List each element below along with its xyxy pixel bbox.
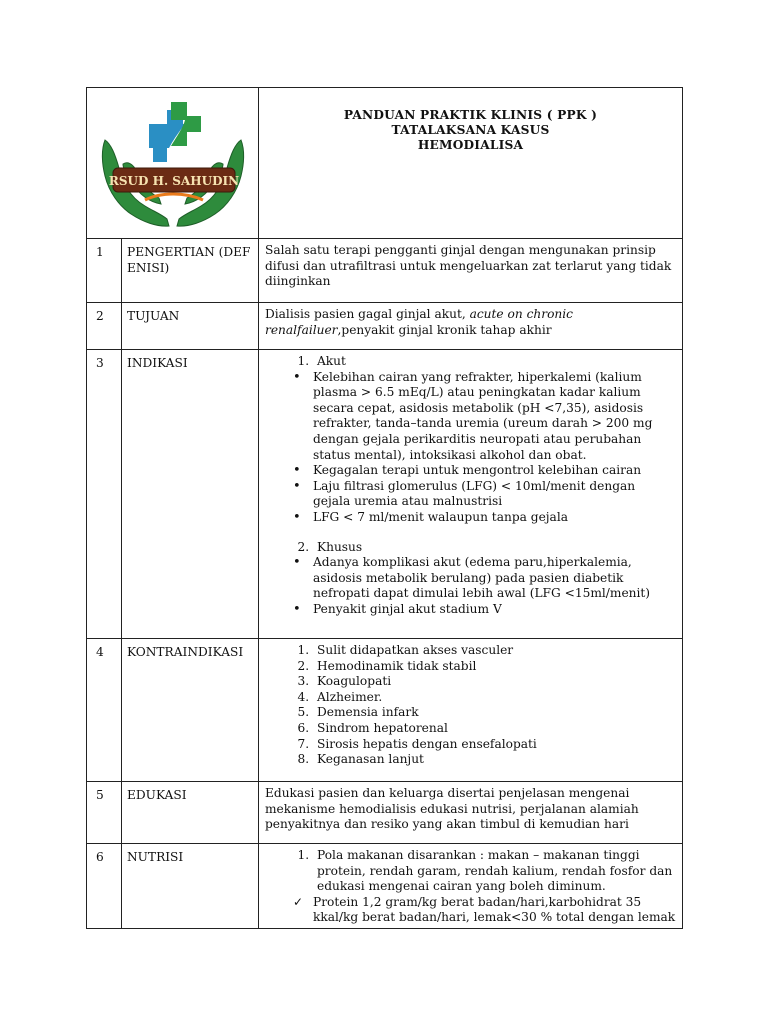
doc-title-line2: TATALAKSANA KASUS [391, 123, 550, 137]
row-indikasi [87, 350, 683, 639]
header-row [87, 88, 683, 239]
bullet-item: • LFG < 7 ml/menit walaupun tanpa gejala [313, 510, 676, 526]
medical-cross-icon [149, 102, 201, 162]
tujuan-text-start: Dialisis pasien gagal ginjal akut, [265, 307, 470, 321]
indikasi-akut-list [265, 354, 676, 370]
logo-cell [87, 88, 259, 239]
list-item: 4. Alzheimer. [313, 690, 676, 706]
row-label: NUTRISI [122, 844, 259, 929]
row-pengertian [87, 239, 683, 303]
bullet-item: • Penyakit ginjal akut stadium V [313, 602, 676, 618]
row-number: 5 [87, 782, 122, 844]
nutrisi-checklist [265, 895, 676, 926]
row-content [259, 350, 683, 639]
row-kontraindikasi [87, 639, 683, 782]
nutrisi-list [265, 848, 676, 895]
list-item: 1. Sulit didapatkan akses vasculer [313, 643, 676, 659]
indikasi-khusus-list [265, 540, 676, 556]
row-nutrisi [87, 844, 683, 929]
row-tujuan [87, 303, 683, 350]
list-item: 3. Koagulopati [313, 674, 676, 690]
list-item: 2. Hemodinamik tidak stabil [313, 659, 676, 675]
akut-bullets [265, 370, 676, 526]
bullet-item: • Laju filtrasi glomerulus (LFG) < 10ml/menit dengan gejala uremia atau malnustrisi [313, 479, 676, 510]
check-item: ✓ Protein 1,2 gram/kg berat badan/hari,karbohidrat 35 kkal/kg berat badan/hari, lemak<30 % total dengan lemak [313, 895, 676, 926]
title-cell [259, 88, 683, 239]
row-number: 6 [87, 844, 122, 929]
kontraindikasi-list [265, 643, 676, 768]
list-item: 7. Sirosis hepatis dengan ensefalopati [313, 737, 676, 753]
row-label: TUJUAN [122, 303, 259, 350]
logo-text: RSUD H. SAHUDIN [108, 174, 240, 188]
bullet-item: • Kelebihan cairan yang refrakter, hiperkalemi (kalium plasma > 6.5 mEq/L) atau peningkatan kadar kalium secara cepat, asidosis metabolik (pH <7,35), asidosis refrakter, tanda–tanda uremia (ureum darah > 200 mg dengan gejala perikarditis neuropati atau perubahan status mental), intoksikasi alkohol dan obat. [313, 370, 676, 464]
row-number: 2 [87, 303, 122, 350]
row-content: Edukasi pasien dan keluarga disertai penjelasan mengenai mekanisme hemodialisis edukasi nutrisi, perjalanan alamiah penyakitnya dan resiko yang akan timbul di kemudian hari [259, 782, 683, 844]
row-label: EDUKASI [122, 782, 259, 844]
ppk-table [86, 87, 683, 929]
list-item: 1. Pola makanan disarankan : makan – makanan tinggi protein, rendah garam, rendah kalium, rendah fosfor dan edukasi mengenai cairan yang boleh diminum. [313, 848, 676, 895]
row-number: 3 [87, 350, 122, 639]
tujuan-text-italic: acute on chronic renalfailuer [265, 307, 573, 337]
doc-title-line3: HEMODIALISA [417, 138, 524, 152]
list-item: 6. Sindrom hepatorenal [313, 721, 676, 737]
list-item: 8. Keganasan lanjut [313, 752, 676, 768]
bullet-item: • Kegagalan terapi untuk mengontrol kelebihan cairan [313, 463, 676, 479]
row-content [259, 639, 683, 782]
row-number: 1 [87, 239, 122, 303]
tujuan-text-end: ,penyakit ginjal kronik tahap akhir [337, 322, 552, 337]
row-content [259, 844, 683, 929]
row-label: PENGERTIAN (DEFENISI) [122, 239, 259, 303]
row-content: Salah satu terapi pengganti ginjal dengan mengunakan prinsip difusi dan utrafiltrasi untuk mengeluarkan zat terlarut yang tidak diinginkan [259, 239, 683, 303]
bullet-item: • Adanya komplikasi akut (edema paru,hiperkalemia, asidosis metabolik berulang) pada pasien diabetik nefropati dapat dimulai lebih awal (LFG <15ml/menit) [313, 555, 676, 602]
list-item: 5. Demensia infark [313, 705, 676, 721]
row-label: KONTRAINDIKASI [122, 639, 259, 782]
row-edukasi [87, 782, 683, 844]
list-item: 1. Akut [313, 354, 676, 370]
khusus-bullets [265, 555, 676, 617]
row-label: INDIKASI [122, 350, 259, 639]
list-item: 2. Khusus [313, 540, 676, 556]
doc-title-line1: PANDUAN PRAKTIK KLINIS ( PPK ) [343, 108, 598, 122]
hospital-logo [87, 88, 259, 238]
row-number: 4 [87, 639, 122, 782]
row-content [259, 303, 683, 350]
